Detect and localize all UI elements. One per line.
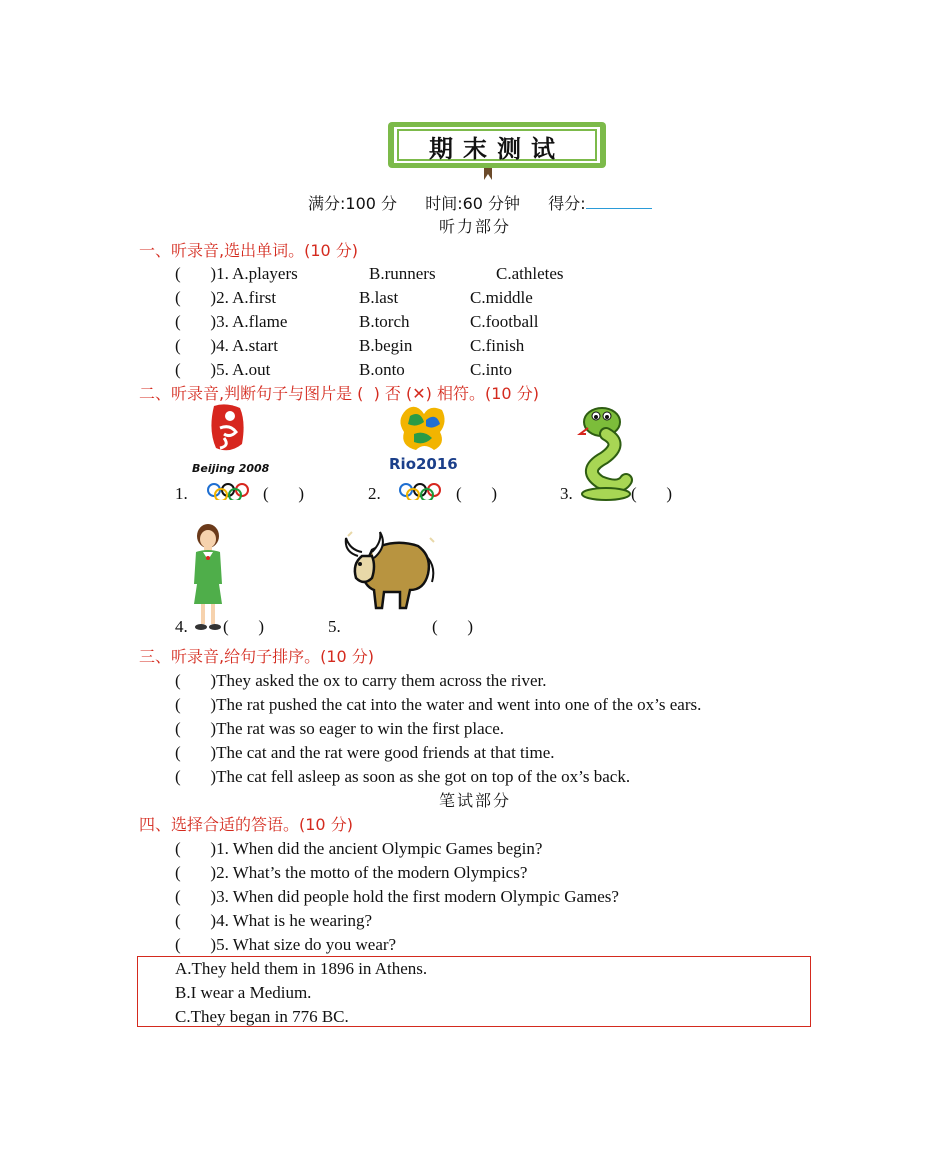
section1-title: 一、听录音,选出单词。(10 分) xyxy=(139,241,359,260)
ox-picture xyxy=(344,528,436,614)
answer-paren-4[interactable]: ( ) xyxy=(223,617,265,636)
score-header xyxy=(308,192,652,214)
list-item: ( )4. A.start B.begin C.finish xyxy=(175,336,525,355)
beijing-logo-text: Beijing 2008 xyxy=(192,462,270,475)
list-item: ( )The rat pushed the cat into the water and went into one of the ox’s ears. xyxy=(175,695,702,714)
picture-label-3: 3. xyxy=(560,484,573,503)
title-banner xyxy=(384,116,610,182)
writing-heading: 笔试部分 xyxy=(438,791,511,810)
picture-label-1: 1. xyxy=(175,484,188,503)
list-item: ( )The cat fell asleep as soon as she got on top of the ox’s back. xyxy=(175,767,631,786)
rio-2016-logo xyxy=(386,402,460,500)
list-item: ( )3. When did people hold the first modern Olympic Games? xyxy=(175,887,619,906)
list-item: ( )2. A.first B.last C.middle xyxy=(175,288,533,307)
score-got-label: 得分: xyxy=(548,194,586,213)
title-text: 期末测试 xyxy=(429,135,565,163)
section2-title: 二、听录音,判断句子与图片是 ( ) 否 (✕) 相符。(10 分) xyxy=(139,384,539,403)
list-item: ( )5. A.out B.onto C.into xyxy=(175,360,513,379)
list-item: ( )The cat and the rat were good friends at that time. xyxy=(175,743,555,762)
snake-picture xyxy=(576,404,634,502)
answer-paren-3[interactable]: ( ) xyxy=(631,484,673,503)
woman-picture xyxy=(188,524,228,634)
answer-option: B.I wear a Medium. xyxy=(175,983,312,1002)
section3-title: 三、听录音,给句子排序。(10 分) xyxy=(139,647,375,666)
time-label: 时间:60 分钟 xyxy=(425,194,521,213)
list-item: ( )3. A.flame B.torch C.football xyxy=(175,312,539,331)
list-item: ( )The rat was so eager to win the first place. xyxy=(175,719,505,738)
beijing-2008-logo xyxy=(190,404,270,500)
rio-logo-text: Rio2016 xyxy=(389,455,458,473)
list-item: ( )2. What’s the motto of the modern Olympics? xyxy=(175,863,528,882)
answer-paren-5[interactable]: ( ) xyxy=(432,617,474,636)
picture-label-5: 5. xyxy=(328,617,341,636)
answer-option: A.They held them in 1896 in Athens. xyxy=(175,959,428,978)
picture-label-4: 4. xyxy=(175,617,188,636)
list-item: ( )4. What is he wearing? xyxy=(175,911,373,930)
score-blank[interactable] xyxy=(586,192,652,209)
list-item: ( )1. When did the ancient Olympic Games begin? xyxy=(175,839,543,858)
listening-heading: 听力部分 xyxy=(438,217,511,236)
answer-paren-2[interactable]: ( ) xyxy=(456,484,498,503)
section4-title: 四、选择合适的答语。(10 分) xyxy=(139,815,353,834)
answer-option: C.They began in 776 BC. xyxy=(175,1007,349,1026)
picture-label-2: 2. xyxy=(368,484,381,503)
list-item: ( )5. What size do you wear? xyxy=(175,935,397,954)
list-item: ( )1. A.players B.runners C.athletes xyxy=(175,264,564,283)
answer-paren-1[interactable]: ( ) xyxy=(263,484,305,503)
list-item: ( )They asked the ox to carry them across the river. xyxy=(175,671,547,690)
full-score-label: 满分:100 分 xyxy=(308,194,398,213)
